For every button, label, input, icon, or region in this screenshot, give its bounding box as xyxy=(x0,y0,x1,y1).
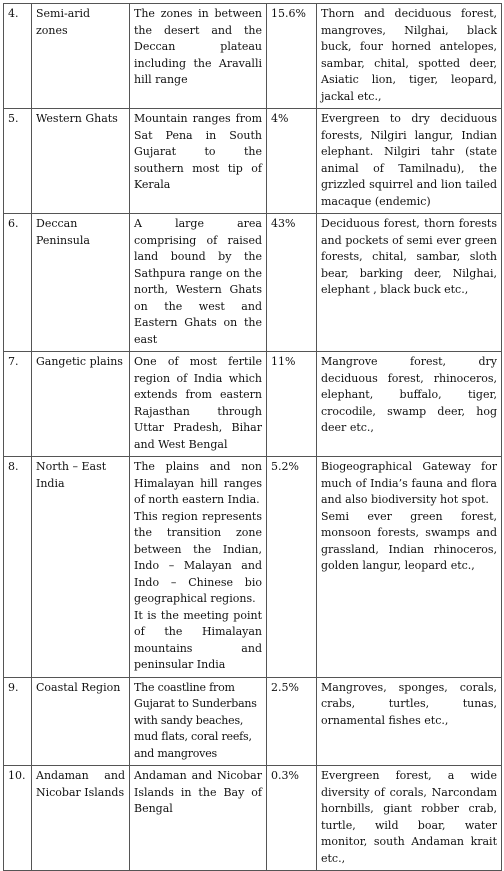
flora-fauna xyxy=(317,4,502,109)
zone-name: Gangetic plains xyxy=(32,352,130,457)
area-percentage: 5.2% xyxy=(267,457,317,678)
flora-fauna xyxy=(317,352,502,457)
zone-description xyxy=(130,457,267,678)
flora-fauna xyxy=(317,457,502,678)
zone-description xyxy=(130,214,267,352)
row-number: 4. xyxy=(4,4,32,109)
zone-name: Semi-arid zones xyxy=(32,4,130,109)
description-text: A large area comprising of raised land bound by the Sathpura range on the north, Western Ghats on the west and Eastern Ghats on the east xyxy=(134,217,262,346)
flora-fauna xyxy=(317,766,502,871)
description-text: Andaman and Nicobar Islands in the Bay of Bengal xyxy=(134,769,262,815)
zone-description xyxy=(130,677,267,766)
biota-text: Deciduous forest, thorn forests and pockets of semi ever green forests, chital, sambar, sloth bear, barking deer, Nilghai, elephant , black buck etc., xyxy=(321,217,497,296)
area-percentage: 11% xyxy=(267,352,317,457)
table-row xyxy=(4,109,502,214)
description-text: The zones in between the desert and the Deccan plateau including the Aravalli hill range xyxy=(134,7,262,86)
area-percentage: 43% xyxy=(267,214,317,352)
row-number: 9. xyxy=(4,677,32,766)
row-number: 7. xyxy=(4,352,32,457)
biota-text: Semi ever green forest, monsoon forests, swamps and grassland, Indian rhinoceros, golden langur, leopard etc., xyxy=(321,509,497,572)
biota-text: Evergreen to dry deciduous forests, Nilgiri langur, Indian elephant. Nilgiri tahr (state animal of Tamilnadu), the grizzled squirrel and lion tailed macaque (endemic) xyxy=(321,112,497,208)
description-text: The plains and non Himalayan hill ranges of north eastern India. xyxy=(134,460,262,506)
table-row xyxy=(4,766,502,871)
description-text: Mountain ranges from Sat Pena in South Gujarat to the southern most tip of Kerala xyxy=(134,112,262,191)
zone-name: North – East India xyxy=(32,457,130,678)
row-number: 10. xyxy=(4,766,32,871)
zone-name: Deccan Peninsula xyxy=(32,214,130,352)
zone-description xyxy=(130,4,267,109)
biogeographic-zones-table xyxy=(3,3,502,871)
biota-text: Biogeographical Gateway for much of India’s fauna and flora and also biodiversity hot spot. xyxy=(321,460,497,506)
table-row xyxy=(4,4,502,109)
zone-description xyxy=(130,766,267,871)
biota-text: Thorn and deciduous forest, mangroves, Nilghai, black buck, four horned antelopes, sambar, chital, spotted deer, Asiatic lion, tiger, leopard, jackal etc., xyxy=(321,7,497,103)
area-percentage: 0.3% xyxy=(267,766,317,871)
table-row xyxy=(4,352,502,457)
row-number: 6. xyxy=(4,214,32,352)
row-number: 5. xyxy=(4,109,32,214)
description-text: The coastline from Gujarat to Sunderbans with sandy beaches, mud flats, coral reefs, and mangroves xyxy=(134,680,257,760)
area-percentage: 2.5% xyxy=(267,677,317,766)
zone-name: Western Ghats xyxy=(32,109,130,214)
description-text: One of most fertile region of India which extends from eastern Rajasthan through Uttar Pradesh, Bihar and West Bengal xyxy=(134,355,262,451)
zone-name: Coastal Region xyxy=(32,677,130,766)
table-row xyxy=(4,457,502,678)
zone-name: Andaman and Nicobar Islands xyxy=(32,766,130,871)
flora-fauna xyxy=(317,677,502,766)
flora-fauna xyxy=(317,109,502,214)
description-text: It is the meeting point of the Himalayan mountains and peninsular India xyxy=(134,608,262,671)
table-row xyxy=(4,214,502,352)
flora-fauna xyxy=(317,214,502,352)
biota-text: Evergreen forest, a wide diversity of corals, Narcondam hornbills, giant robber crab, turtle, wild boar, water monitor, south Andaman krait etc., xyxy=(321,769,497,865)
zone-description xyxy=(130,109,267,214)
zone-description xyxy=(130,352,267,457)
description-text: This region represents the transition zone between the Indian, Indo – Malayan and Indo – Chinese bio geographical regions. xyxy=(134,509,262,605)
table-row xyxy=(4,677,502,766)
area-percentage: 15.6% xyxy=(267,4,317,109)
row-number: 8. xyxy=(4,457,32,678)
biota-text: Mangrove forest, dry deciduous forest, rhinoceros, elephant, buffalo, tiger, crocodile, swamp deer, hog deer etc., xyxy=(321,355,497,434)
area-percentage: 4% xyxy=(267,109,317,214)
biota-text: Mangroves, sponges, corals, crabs, turtles, tunas, ornamental fishes etc., xyxy=(321,680,497,727)
